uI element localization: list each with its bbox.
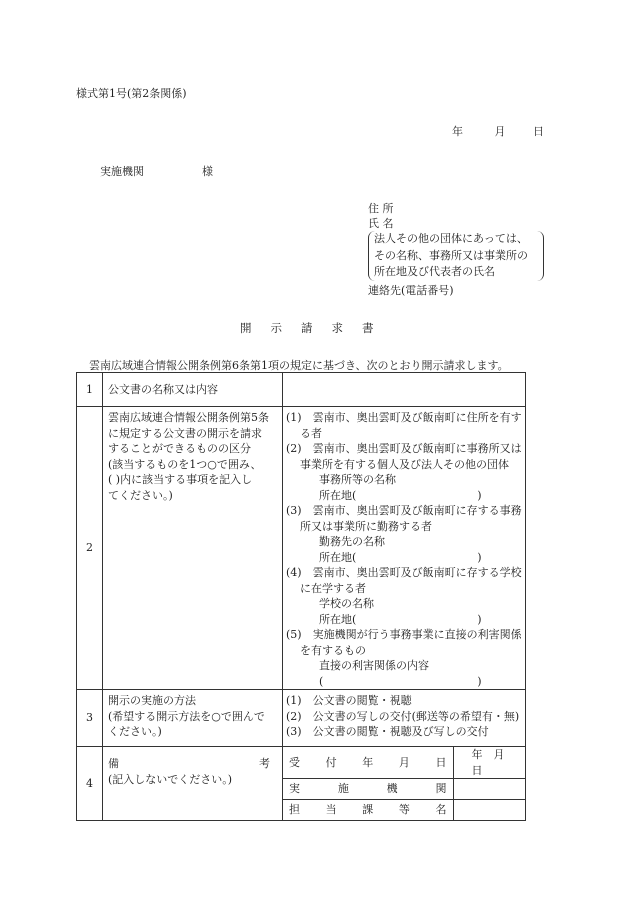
key-char: 関 [435, 782, 447, 796]
disclosure-method-options[interactable] [283, 690, 526, 747]
office-use-row [283, 779, 525, 800]
request-table [76, 372, 526, 821]
corp-note-line: 所在地及び代表者の氏名 [374, 265, 495, 278]
corporation-note [368, 231, 544, 281]
option-line: 直接の利害関係の内容 [319, 659, 429, 672]
label-line: することができるものの区分 [108, 442, 251, 455]
intro-text: 雲南広域連合情報公開条例第6条第1項の規定に基づき、次のとおり開示請求します。 [89, 359, 509, 372]
row-number: 3 [77, 690, 103, 747]
label-line: 開示の実施の方法 [108, 694, 196, 707]
document-title: 開示請求書 [240, 321, 393, 335]
key-char: 付 [325, 755, 337, 769]
row-number: 1 [77, 373, 103, 407]
contact-label: 連絡先(電話番号) [368, 284, 454, 297]
key-char: 受 [289, 755, 300, 769]
office-use-key [283, 747, 453, 779]
date-month: 月 [494, 125, 506, 138]
label-line: ( )内に該当する事項を記入し [108, 473, 253, 486]
option-line: に在学する者 [300, 581, 366, 595]
option-line: 事業所を有する個人及び法人その他の団体 [300, 457, 509, 471]
option-line: (4) 雲南市、奥出雲町及び飯南町に存する学校 [286, 566, 522, 579]
option-line: (1) 雲南市、奥出雲町及び飯南町に住所を有す [286, 411, 522, 424]
option-line: 所在地( ) [319, 488, 482, 502]
date-year: 年 [452, 125, 463, 138]
label-line: てください。) [108, 488, 173, 502]
key-char: 担 [289, 803, 300, 817]
option-line: (5) 実施機関が行う事務事業に直接の利害関係 [286, 628, 522, 641]
key-char: 名 [435, 803, 447, 817]
option-line: (2) 雲南市、奥出雲町及び飯南町に事務所又は [286, 442, 522, 455]
row-label [103, 407, 283, 690]
table-row [77, 690, 526, 747]
office-use-value: 年 月 日 [453, 747, 525, 779]
office-use-key [283, 800, 453, 821]
name-label: 氏 名 [368, 217, 394, 230]
office-use-value [453, 779, 525, 800]
option-line: 事務所等の名称 [319, 473, 396, 486]
label-line: に規定する公文書の開示を請求 [108, 426, 262, 440]
option-line: 学校の名称 [319, 597, 374, 610]
form-number: 様式第1号(第2条関係) [76, 87, 187, 100]
key-char: 年 [362, 755, 374, 769]
option-line: (1) 公文書の閲覧・視聴 [286, 694, 412, 707]
remarks-note: (記入しないでください。) [108, 772, 233, 786]
row-label [103, 373, 283, 407]
table-row [77, 747, 526, 821]
option-line: 所又は事業所に勤務する者 [300, 519, 432, 533]
option-line: (3) 公文書の閲覧・視聴及び写しの交付 [286, 725, 489, 738]
option-line: ( ) [319, 674, 482, 688]
table-row [77, 407, 526, 690]
label-line: 公文書の名称又は内容 [108, 382, 218, 396]
row-number: 4 [77, 747, 103, 821]
key-char: 課 [362, 803, 374, 817]
office-use-area [283, 747, 526, 821]
address-label: 住 所 [368, 202, 394, 215]
table-row [77, 373, 526, 407]
option-line: る者 [300, 426, 322, 440]
option-line: 勤務先の名称 [319, 535, 385, 548]
recipient-label: 実施機関 [100, 165, 144, 178]
label-line: 雲南広域連合情報公開条例第5条 [108, 411, 269, 424]
key-char: 施 [337, 782, 349, 796]
request-date [452, 123, 544, 139]
office-use-row [283, 800, 525, 821]
option-line: 所在地( ) [319, 612, 482, 626]
label-line: ください。) [108, 725, 162, 738]
recipient-suffix: 様 [202, 165, 213, 178]
key-char: 機 [386, 782, 398, 796]
office-use-key [283, 779, 453, 800]
corp-note-line: 法人その他の団体にあっては、 [374, 232, 528, 245]
key-char: 当 [325, 803, 337, 817]
label-line: (該当するものを1つ○で囲み、 [108, 457, 262, 471]
option-line: (3) 雲南市、奥出雲町及び飯南町に存する事務 [286, 504, 522, 517]
date-day: 日 [533, 125, 544, 138]
office-use-row [283, 747, 525, 779]
corp-note-line: その名称、事務所又は事業所の [374, 248, 528, 262]
key-char: 等 [398, 803, 410, 817]
option-line: (2) 公文書の写しの交付(郵送等の希望有・無) [286, 709, 520, 723]
key-char: 日 [435, 755, 447, 769]
remarks-left: 備 [108, 757, 119, 770]
office-use-table [283, 747, 525, 820]
key-char: 月 [398, 755, 410, 769]
office-use-value [453, 800, 525, 821]
document-name-field[interactable] [283, 373, 526, 407]
row-number: 2 [77, 407, 103, 690]
requester-category-options[interactable] [283, 407, 526, 690]
key-char: 実 [289, 782, 300, 796]
option-line: を有するもの [300, 643, 366, 657]
option-line: 所在地( ) [319, 550, 482, 564]
row-label [103, 690, 283, 747]
remarks-label [103, 747, 283, 821]
recipient-line [100, 163, 213, 179]
remarks-right: 考 [259, 757, 270, 770]
label-line: (希望する開示方法を○で囲んで [108, 709, 265, 723]
